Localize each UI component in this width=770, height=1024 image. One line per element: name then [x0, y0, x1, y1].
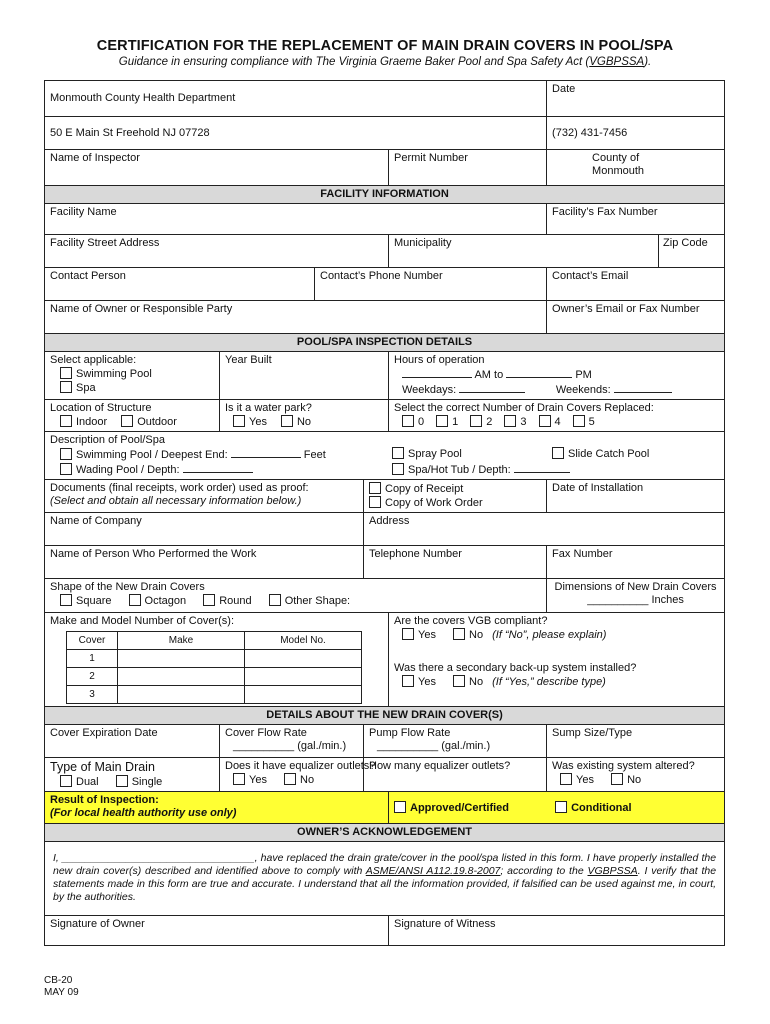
telephone-field[interactable]: Telephone Number — [364, 546, 547, 579]
contact-phone-field[interactable]: Contact’s Phone Number — [315, 268, 547, 301]
option-wading-pool[interactable] — [60, 464, 180, 476]
dimensions-input[interactable]: __________ Inches — [587, 594, 684, 606]
location-structure — [45, 400, 220, 432]
option-octagon[interactable] — [129, 594, 187, 608]
agency-name: Monmouth County Health Department — [45, 81, 547, 117]
year-built-field[interactable]: Year Built — [220, 352, 389, 400]
ack-text-2: ; according to the — [500, 865, 588, 877]
option-round[interactable] — [203, 594, 251, 608]
make-cell[interactable] — [118, 686, 245, 704]
option-label: Approved/Certified — [410, 801, 510, 814]
table-row — [67, 650, 362, 668]
option-label: Yes — [418, 676, 436, 688]
witness-signature-field[interactable]: Signature of Witness — [389, 916, 725, 946]
option-drain-count-5[interactable] — [573, 415, 595, 429]
checkbox-icon[interactable] — [504, 415, 516, 427]
am-blank[interactable] — [402, 367, 472, 378]
acknowledgement-text — [45, 842, 725, 916]
checkbox-icon[interactable] — [60, 463, 72, 475]
fax-field[interactable]: Fax Number — [547, 546, 725, 579]
checkbox-icon[interactable] — [60, 775, 72, 787]
inspection-result — [45, 792, 389, 824]
cover-number: 1 — [67, 650, 118, 668]
option-vgb-no[interactable] — [453, 628, 483, 642]
sump-size-field[interactable]: Sump Size/Type — [547, 725, 725, 758]
option-outdoor[interactable] — [121, 415, 177, 429]
worker-name-field[interactable]: Name of Person Who Performed the Work — [45, 546, 364, 579]
ack-text-3: . I verify that the statements made in this form are true and accurate. I understand that all the information provided, if falsified can be used against me, in court, by the authorities. — [53, 865, 717, 903]
option-label: Single — [131, 776, 163, 788]
checkbox-icon[interactable] — [129, 594, 141, 606]
make-model-label: Make and Model Number of Cover(s): — [50, 615, 235, 627]
checkbox-icon[interactable] — [552, 447, 564, 459]
option-dual[interactable] — [60, 775, 99, 789]
pool-type-select — [45, 352, 220, 400]
make-cell[interactable] — [118, 668, 245, 686]
option-drain-count-3[interactable] — [504, 415, 526, 429]
agency-phone: (732) 431-7456 — [547, 117, 725, 150]
checkbox-icon[interactable] — [539, 415, 551, 427]
compliance-questions — [389, 613, 725, 707]
option-label: Swimming Pool — [76, 368, 152, 380]
option-other-shape[interactable] — [269, 594, 350, 608]
option-label: 5 — [588, 416, 595, 428]
checkbox-icon[interactable] — [392, 447, 404, 459]
option-label: No — [300, 774, 315, 786]
checkbox-icon[interactable] — [453, 628, 465, 640]
option-backup-yes[interactable] — [402, 675, 436, 689]
checkbox-icon[interactable] — [394, 801, 406, 813]
checkbox-icon[interactable] — [269, 594, 281, 606]
facility-name-field[interactable]: Facility Name — [45, 204, 547, 235]
subtitle-text: Guidance in ensuring compliance with The Virginia Graeme Baker Pool and Spa Safety Act ( — [118, 56, 590, 68]
documents-options — [364, 480, 547, 513]
checkbox-icon[interactable] — [369, 482, 381, 494]
option-label: Other Shape: — [284, 595, 351, 607]
cover-flow-input[interactable]: __________ (gal./min.) — [233, 740, 347, 752]
vgb-compliant-label: Are the covers VGB compliant? — [394, 615, 548, 627]
checkbox-icon[interactable] — [233, 773, 245, 785]
feet-label: Feet — [303, 449, 326, 461]
option-label: No — [469, 676, 484, 688]
option-equalizer-no[interactable] — [284, 773, 314, 787]
pump-flow-label: Pump Flow Rate — [369, 727, 451, 739]
dimensions-label: Dimensions of New Drain Covers — [554, 581, 717, 593]
pool-description — [45, 432, 725, 480]
checkbox-icon[interactable] — [60, 415, 72, 427]
contact-email-field[interactable]: Contact’s Email — [547, 268, 725, 301]
option-drain-count-1[interactable] — [436, 415, 458, 429]
drain-count-label: Select the correct Number of Drain Covers Replaced: — [394, 402, 654, 414]
facility-street-field[interactable]: Facility Street Address — [45, 235, 389, 268]
system-altered-question — [547, 758, 725, 792]
checkbox-icon[interactable] — [203, 594, 215, 606]
backup-system-label: Was there a secondary back-up system installed? — [394, 662, 637, 674]
documents-proof — [45, 480, 364, 513]
option-label: Yes — [576, 774, 594, 786]
option-approved-certified[interactable] — [394, 801, 552, 815]
checkbox-icon[interactable] — [392, 463, 404, 475]
option-label: 2 — [486, 416, 493, 428]
option-label: Round — [219, 595, 252, 607]
certification-form — [44, 80, 724, 946]
form-title: CERTIFICATION FOR THE REPLACEMENT OF MAIN DRAIN COVERS IN POOL/SPA — [96, 38, 674, 54]
make-model-section — [45, 613, 389, 707]
option-label: 1 — [452, 416, 459, 428]
checkbox-icon[interactable] — [369, 496, 381, 508]
option-label: Dual — [76, 776, 99, 788]
vgb-note: (If “No”, please explain) — [492, 629, 607, 641]
pm-label: PM — [575, 369, 592, 381]
company-address-field[interactable]: Address — [364, 513, 725, 546]
option-spa[interactable] — [50, 381, 214, 395]
pump-flow-rate — [364, 725, 547, 758]
checkbox-icon[interactable] — [560, 773, 572, 785]
weekdays-blank[interactable] — [459, 382, 525, 393]
model-cell[interactable] — [245, 668, 362, 686]
drain-count-options — [394, 415, 719, 429]
backup-note: (If “Yes,” describe type) — [492, 676, 606, 688]
option-label: Indoor — [76, 416, 108, 428]
weekends-blank[interactable] — [614, 382, 672, 393]
option-label: Octagon — [144, 595, 187, 607]
option-slide-catch-pool[interactable] — [552, 447, 649, 461]
option-altered-yes[interactable] — [560, 773, 594, 787]
option-drain-count-2[interactable] — [470, 415, 492, 429]
details-section-header: DETAILS ABOUT THE NEW DRAIN COVER(S) — [45, 707, 725, 725]
owner-email-field[interactable]: Owner’s Email or Fax Number — [547, 301, 725, 334]
cover-flow-label: Cover Flow Rate — [225, 727, 307, 739]
option-spa-hot-tub[interactable] — [392, 462, 570, 477]
checkbox-icon[interactable] — [573, 415, 585, 427]
option-drain-count-0[interactable] — [402, 415, 424, 429]
ack-text-1: I, _________________________________, have replaced the drain grate/cover in the pool/spa listed in this form. I have properly installed the new drain cover(s) described and identified above to comply with — [53, 852, 717, 877]
model-cell[interactable] — [245, 650, 362, 668]
form-subtitle — [0, 56, 770, 68]
inspection-section-header: POOL/SPA INSPECTION DETAILS — [45, 334, 725, 352]
owner-name-field[interactable]: Name of Owner or Responsible Party — [45, 301, 547, 334]
option-label: 4 — [554, 416, 561, 428]
make-column-header: Make — [118, 632, 245, 650]
model-column-header: Model No. — [245, 632, 362, 650]
subtitle-end: ). — [644, 56, 652, 68]
option-label: Square — [76, 595, 112, 607]
weekends-label: Weekends: — [555, 384, 611, 396]
cover-number: 3 — [67, 686, 118, 704]
water-park-label: Is it a water park? — [225, 402, 312, 414]
vgbpssa-ack-link[interactable]: VGBPSSA — [587, 865, 638, 877]
documents-note: (Select and obtain all necessary information below.) — [50, 495, 302, 507]
municipality-field[interactable]: Municipality — [389, 235, 659, 268]
option-label: Swimming Pool / Deepest End: — [76, 449, 228, 461]
option-conditional[interactable] — [555, 802, 632, 814]
cover-make-model-table — [66, 631, 362, 704]
date-field[interactable]: Date — [547, 81, 725, 117]
deepest-end-blank[interactable] — [231, 447, 301, 458]
option-deepest-end[interactable] — [60, 449, 228, 461]
agency-address: 50 E Main St Freehold NJ 07728 — [45, 117, 547, 150]
form-code: CB-20 — [44, 975, 73, 986]
county-field — [547, 150, 725, 186]
cover-shape-select — [45, 579, 547, 613]
form-date: MAY 09 — [44, 987, 79, 998]
option-drain-count-4[interactable] — [539, 415, 561, 429]
option-label: No — [296, 416, 312, 428]
checkbox-icon[interactable] — [60, 381, 72, 393]
option-altered-no[interactable] — [611, 773, 641, 787]
option-label: Copy of Work Order — [385, 497, 483, 509]
option-label: Slide Catch Pool — [568, 448, 650, 460]
spa-depth-blank[interactable] — [514, 462, 570, 473]
drain-count-select — [389, 400, 725, 432]
option-label: Yes — [249, 416, 267, 428]
model-cell[interactable] — [245, 686, 362, 704]
checkbox-icon[interactable] — [284, 773, 296, 785]
checkbox-icon[interactable] — [436, 415, 448, 427]
cover-column-header: Cover — [67, 632, 118, 650]
equalizer-label: Does it have equalizer outlets? — [225, 760, 376, 772]
checkbox-icon[interactable] — [233, 415, 245, 427]
option-label: Conditional — [571, 801, 632, 814]
cover-flow-rate — [220, 725, 364, 758]
option-single[interactable] — [116, 775, 163, 789]
description-label: Description of Pool/Spa — [50, 434, 165, 446]
option-label: Copy of Receipt — [385, 483, 464, 495]
owner-signature-field[interactable]: Signature of Owner — [45, 916, 389, 946]
option-square[interactable] — [60, 594, 111, 608]
checkbox-icon[interactable] — [60, 448, 72, 460]
equalizer-outlets-question — [220, 758, 376, 792]
option-swimming-pool[interactable] — [50, 367, 214, 381]
hours-of-operation — [389, 352, 725, 400]
option-label: Yes — [249, 774, 267, 786]
contact-person-field[interactable]: Contact Person — [45, 268, 315, 301]
pm-blank[interactable] — [506, 367, 572, 378]
installation-date-field[interactable]: Date of Installation — [547, 480, 725, 513]
checkbox-icon[interactable] — [60, 367, 72, 379]
option-copy-receipt[interactable] — [369, 482, 541, 496]
cover-number: 2 — [67, 668, 118, 686]
checkbox-icon[interactable] — [470, 415, 482, 427]
inspector-name-field[interactable]: Name of Inspector — [45, 150, 389, 186]
am-label: AM to — [474, 369, 504, 381]
option-label: Wading Pool / Depth: — [76, 464, 180, 476]
county-label: County of — [592, 152, 640, 164]
vgbpssa-link[interactable]: VGBPSSA — [589, 56, 645, 68]
expiration-date-field[interactable]: Cover Expiration Date — [45, 725, 220, 758]
option-label: Outdoor — [137, 416, 177, 428]
option-water-park-yes[interactable] — [233, 415, 267, 429]
cover-dimensions — [547, 579, 725, 613]
option-vgb-yes[interactable] — [402, 628, 436, 642]
facility-fax-field[interactable]: Facility’s Fax Number — [547, 204, 725, 235]
option-label: 3 — [520, 416, 527, 428]
weekdays-label: Weekdays: — [402, 384, 457, 396]
result-label: Result of Inspection: — [50, 794, 159, 806]
table-row — [67, 686, 362, 704]
equalizer-count-field[interactable]: How many equalizer outlets? — [364, 758, 547, 792]
option-equalizer-yes[interactable] — [233, 773, 267, 787]
option-backup-no[interactable] — [453, 675, 483, 689]
asme-standard-link[interactable]: ASME/ANSI A112.19.8-2007 — [365, 865, 501, 877]
checkbox-icon[interactable] — [60, 594, 72, 606]
facility-section-header: FACILITY INFORMATION — [45, 186, 725, 204]
checkbox-icon[interactable] — [453, 675, 465, 687]
company-name-field[interactable]: Name of Company — [45, 513, 364, 546]
result-options — [389, 792, 725, 824]
shape-label: Shape of the New Drain Covers — [50, 581, 205, 593]
form-footer — [44, 975, 79, 999]
option-indoor[interactable] — [60, 415, 107, 429]
checkbox-icon[interactable] — [121, 415, 133, 427]
option-label: No — [627, 774, 642, 786]
option-water-park-no[interactable] — [281, 415, 311, 429]
location-label: Location of Structure — [50, 402, 152, 414]
checkbox-icon[interactable] — [402, 415, 414, 427]
altered-label: Was existing system altered? — [552, 760, 695, 772]
option-label: Yes — [418, 629, 436, 641]
result-note: (For local health authority use only) — [50, 807, 237, 819]
table-row — [67, 668, 362, 686]
water-park-question — [220, 400, 389, 432]
wading-depth-blank[interactable] — [183, 462, 253, 473]
option-label: Spray Pool — [408, 448, 462, 460]
option-copy-work-order[interactable] — [369, 496, 541, 510]
make-cell[interactable] — [118, 650, 245, 668]
drain-type-label: Type of Main Drain — [50, 760, 155, 774]
hours-label: Hours of operation — [394, 354, 485, 366]
form-table — [44, 80, 725, 946]
permit-number-field[interactable]: Permit Number — [389, 150, 547, 186]
checkbox-icon[interactable] — [555, 801, 567, 813]
checkbox-icon[interactable] — [281, 415, 293, 427]
checkbox-icon[interactable] — [402, 675, 414, 687]
select-applicable-label: Select applicable: — [50, 354, 137, 366]
main-drain-type — [45, 758, 220, 792]
county-value: Monmouth — [592, 165, 645, 177]
option-label: Spa/Hot Tub / Depth: — [408, 464, 511, 476]
checkbox-icon[interactable] — [116, 775, 128, 787]
zip-code-field[interactable]: Zip Code — [659, 235, 725, 268]
checkbox-icon[interactable] — [402, 628, 414, 640]
option-spray-pool[interactable] — [392, 447, 462, 461]
checkbox-icon[interactable] — [611, 773, 623, 785]
option-label: Spa — [76, 382, 96, 394]
option-label: 0 — [418, 416, 425, 428]
option-label: No — [469, 629, 484, 641]
pump-flow-input[interactable]: __________ (gal./min.) — [377, 740, 491, 752]
documents-label: Documents (final receipts, work order) used as proof: — [50, 482, 309, 494]
acknowledgement-section-header: OWNER’S ACKNOWLEDGEMENT — [45, 824, 725, 842]
